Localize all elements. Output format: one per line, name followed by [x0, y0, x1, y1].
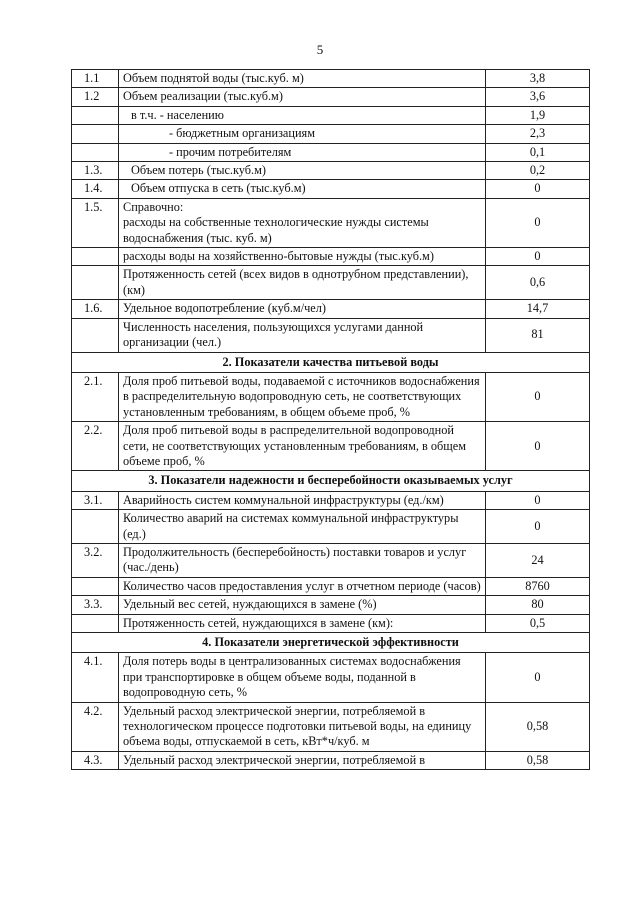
table-row — [72, 88, 590, 106]
indicator-label: в т.ч. - населению — [119, 106, 486, 124]
indicator-label: Объем отпуска в сеть (тыс.куб.м) — [119, 180, 486, 198]
row-number: 1.2 — [72, 88, 119, 106]
indicator-label: расходы воды на хозяйственно-бытовые нужды (тыс.куб.м) — [119, 248, 486, 266]
table-row — [72, 180, 590, 198]
table-row — [72, 125, 590, 143]
indicator-value: 2,3 — [486, 125, 590, 143]
indicator-value: 81 — [486, 318, 590, 352]
section-heading-row — [72, 633, 590, 653]
indicator-label: Объем реализации (тыс.куб.м) — [119, 88, 486, 106]
indicator-value: 14,7 — [486, 300, 590, 318]
indicator-value: 0,58 — [486, 702, 590, 751]
indicator-label: - прочим потребителям — [119, 143, 486, 161]
row-number — [72, 106, 119, 124]
row-number: 4.1. — [72, 653, 119, 702]
indicator-label: Доля проб питьевой воды, подаваемой с источников водоснабжения в распределительную водопроводную сеть, не соответствующих установленным требованиям, в общем объеме проб, % — [119, 372, 486, 421]
row-number: 2.1. — [72, 372, 119, 421]
section-heading-row — [72, 471, 590, 491]
table-row — [72, 198, 590, 247]
indicator-label: Удельное водопотребление (куб.м/чел) — [119, 300, 486, 318]
indicator-label: Количество часов предоставления услуг в отчетном периоде (часов) — [119, 577, 486, 595]
indicator-value: 0 — [486, 491, 590, 509]
indicator-label: Численность населения, пользующихся услугами данной организации (чел.) — [119, 318, 486, 352]
row-number — [72, 577, 119, 595]
row-number: 3.2. — [72, 543, 119, 577]
row-number: 2.2. — [72, 422, 119, 471]
indicators-table — [71, 69, 590, 770]
indicator-label: Доля проб питьевой воды в распределительной водопроводной сети, не соответствующих установленным требованиям, в общем объеме проб, % — [119, 422, 486, 471]
indicator-value: 0 — [486, 422, 590, 471]
table-row — [72, 653, 590, 702]
indicator-value: 8760 — [486, 577, 590, 595]
indicator-value: 0,2 — [486, 162, 590, 180]
section-heading: 3. Показатели надежности и бесперебойности оказываемых услуг — [72, 471, 590, 491]
row-number — [72, 125, 119, 143]
indicator-label: Продолжительность (бесперебойность) поставки товаров и услуг (час./день) — [119, 543, 486, 577]
row-number — [72, 143, 119, 161]
row-number: 3.1. — [72, 491, 119, 509]
row-number: 3.3. — [72, 596, 119, 614]
indicator-value: 0 — [486, 510, 590, 544]
indicator-label: Доля потерь воды в централизованных системах водоснабжения при транспортировке в общем объеме воды, поданной в водопроводную сеть, % — [119, 653, 486, 702]
table-row — [72, 70, 590, 88]
table-row — [72, 751, 590, 769]
table-row — [72, 300, 590, 318]
row-number — [72, 248, 119, 266]
indicators-table-body — [72, 70, 590, 770]
page-number: 5 — [316, 42, 324, 57]
row-number — [72, 318, 119, 352]
table-row — [72, 422, 590, 471]
table-row — [72, 543, 590, 577]
row-number: 1.4. — [72, 180, 119, 198]
indicator-value: 0 — [486, 198, 590, 247]
table-row — [72, 491, 590, 509]
indicator-label: Удельный расход электрической энергии, потребляемой в — [119, 751, 486, 769]
table-row — [72, 510, 590, 544]
row-number — [72, 266, 119, 300]
table-row — [72, 162, 590, 180]
indicator-value: 80 — [486, 596, 590, 614]
table-row — [72, 318, 590, 352]
indicator-label: Количество аварий на системах коммунальной инфраструктуры (ед.) — [119, 510, 486, 544]
indicator-value: 0,1 — [486, 143, 590, 161]
indicator-value: 0,58 — [486, 751, 590, 769]
row-number — [72, 510, 119, 544]
indicator-label: Удельный вес сетей, нуждающихся в замене (%) — [119, 596, 486, 614]
indicator-label: - бюджетным организациям — [119, 125, 486, 143]
indicator-label: Объем потерь (тыс.куб.м) — [119, 162, 486, 180]
indicator-value: 0 — [486, 248, 590, 266]
indicator-label: Аварийность систем коммунальной инфраструктуры (ед./км) — [119, 491, 486, 509]
indicator-label: Удельный расход электрической энергии, потребляемой в технологическом процессе подготовки питьевой воды, на единицу объема воды, отпускаемой в сеть, кВт*ч/куб. м — [119, 702, 486, 751]
indicator-value: 0,6 — [486, 266, 590, 300]
indicator-label: Объем поднятой воды (тыс.куб. м) — [119, 70, 486, 88]
indicator-value: 3,6 — [486, 88, 590, 106]
indicator-value: 0 — [486, 372, 590, 421]
table-row — [72, 614, 590, 632]
row-number: 1.1 — [72, 70, 119, 88]
table-row — [72, 266, 590, 300]
indicator-value: 24 — [486, 543, 590, 577]
row-number: 1.5. — [72, 198, 119, 247]
indicator-label: Протяженность сетей (всех видов в однотрубном представлении), (км) — [119, 266, 486, 300]
row-number: 1.3. — [72, 162, 119, 180]
row-number: 4.3. — [72, 751, 119, 769]
indicator-label: Протяженность сетей, нуждающихся в замене (км): — [119, 614, 486, 632]
indicator-value: 0 — [486, 180, 590, 198]
section-heading-row — [72, 352, 590, 372]
row-number: 1.6. — [72, 300, 119, 318]
indicator-label: Справочно: расходы на собственные технологические нужды системы водоснабжения (тыс. куб. м) — [119, 198, 486, 247]
table-row — [72, 143, 590, 161]
indicator-value: 3,8 — [486, 70, 590, 88]
table-row — [72, 577, 590, 595]
table-row — [72, 596, 590, 614]
table-row — [72, 106, 590, 124]
table-row — [72, 372, 590, 421]
table-row — [72, 248, 590, 266]
row-number: 4.2. — [72, 702, 119, 751]
indicator-value: 1,9 — [486, 106, 590, 124]
section-heading: 2. Показатели качества питьевой воды — [72, 352, 590, 372]
indicator-value: 0 — [486, 653, 590, 702]
row-number — [72, 614, 119, 632]
indicator-value: 0,5 — [486, 614, 590, 632]
section-heading: 4. Показатели энергетической эффективности — [72, 633, 590, 653]
table-row — [72, 702, 590, 751]
